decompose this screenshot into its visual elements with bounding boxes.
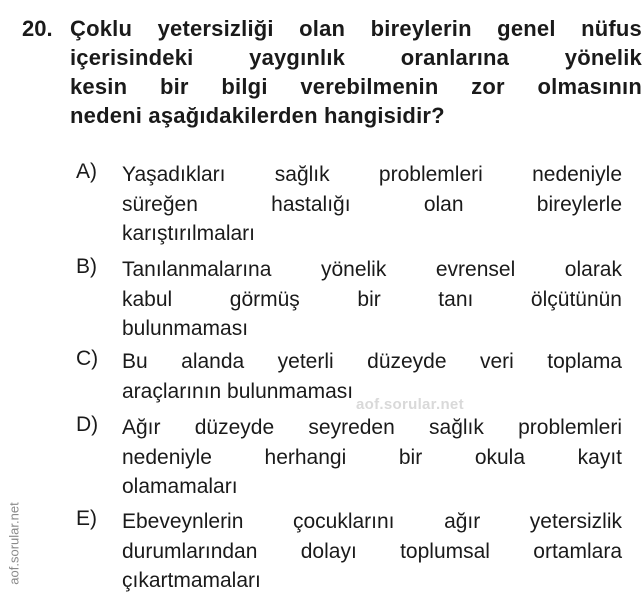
- option-letter: D): [76, 413, 99, 436]
- question-line: Çoklu yetersizliği olan bireylerin genel nüfus: [70, 16, 642, 41]
- watermark-center: aof.sorular.net: [356, 396, 464, 413]
- option-letter: B): [76, 255, 97, 278]
- option-letter: E): [76, 507, 97, 530]
- option-line: çıkartmamaları: [122, 569, 261, 592]
- option-line: Yaşadıkları sağlık problemleri nedeniyle: [122, 163, 622, 186]
- option-line: süreğen hastalığı olan bireylerle: [122, 192, 622, 216]
- option-line: kabul görmüş bir tanı ölçütünün: [122, 287, 622, 311]
- watermark-side: aof.sorular.net: [6, 502, 22, 585]
- option-line: Tanılanmalarına yönelik evrensel olarak: [122, 258, 622, 281]
- question-number: 20.: [22, 16, 53, 41]
- option-line: bulunmaması: [122, 317, 249, 340]
- question-text: [70, 14, 642, 130]
- option-letter: A): [76, 160, 97, 183]
- question-line: içerisindeki yaygınlık oranlarına yönelik: [70, 45, 642, 70]
- option-letter: C): [76, 347, 99, 370]
- option-line: durumlarından dolayı toplumsal ortamlara: [122, 539, 622, 563]
- option-line: olamamaları: [122, 475, 238, 498]
- option-text: [122, 255, 622, 344]
- option-line: Ağır düzeyde seyreden sağlık problemleri: [122, 416, 622, 439]
- option-line: karıştırılmaları: [122, 222, 256, 245]
- question-line: kesin bir bilgi verebilmenin zor olmasının: [70, 74, 642, 99]
- option-text: [122, 507, 622, 596]
- question-line: nedeni aşağıdakilerden hangisidir?: [70, 103, 445, 128]
- option-line: Bu alanda yeterli düzeyde veri toplama: [122, 350, 622, 373]
- option-line: araçlarının bulunmaması: [122, 379, 354, 403]
- option-line: Ebeveynlerin çocuklarını ağır yetersizlik: [122, 510, 622, 533]
- option-text: [122, 413, 622, 502]
- option-line: nedeniyle herhangi bir okula kayıt: [122, 445, 622, 469]
- option-text: [122, 160, 622, 249]
